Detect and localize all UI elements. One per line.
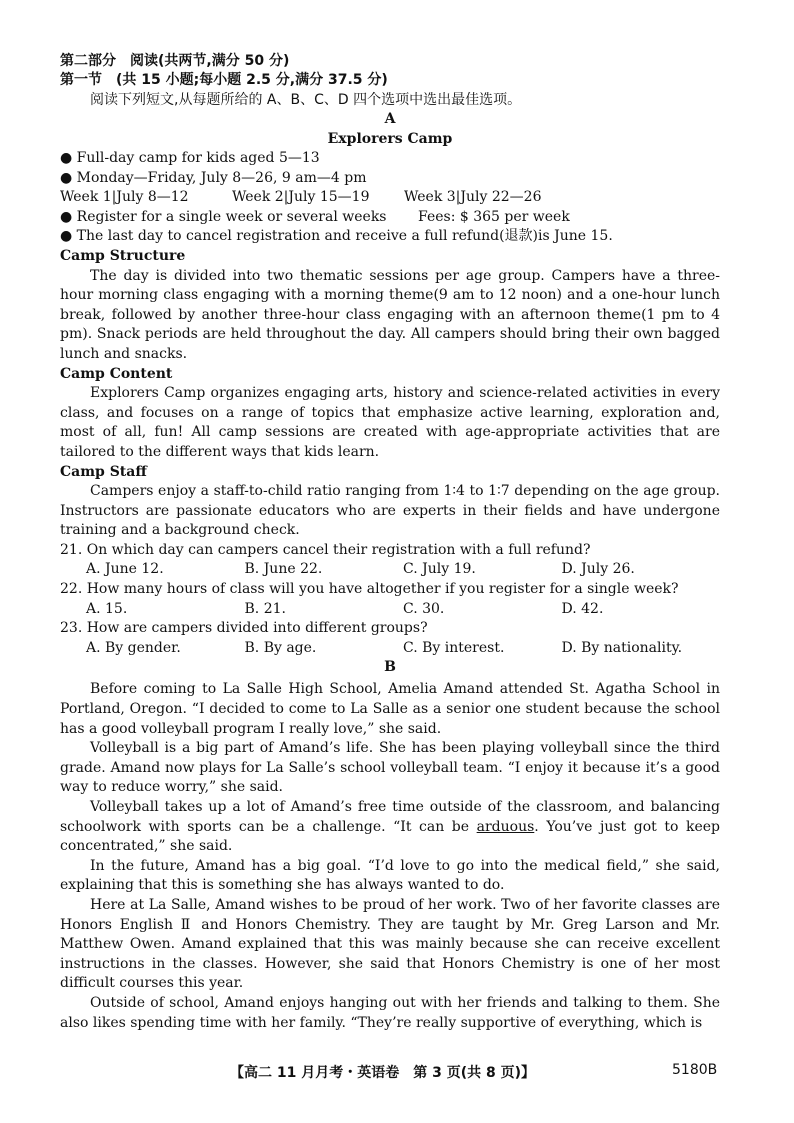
register-text: ● Register for a single week or several weeks: [60, 208, 418, 228]
underlined-word: arduous: [476, 818, 535, 835]
option-b: B. 21.: [244, 600, 286, 617]
passage-b-paragraph-5: Here at La Salle, Amand wishes to be proud of her work. Two of her favorite classes are Honors English Ⅱ and Honors Chemistry. They are taught by Mr. Greg Larson and Mr. Matthew Owen. Amand explained that this was mainly because she can receive excellent instructions in the classes. However, she said that Honors Chemistry is one of her most difficult courses this year.: [60, 896, 720, 992]
fees-text: Fees: $ 365 per week: [418, 208, 570, 225]
question-23-options: [60, 639, 720, 659]
question-21: 21. On which day can campers cancel their registration with a full refund?: [60, 541, 591, 558]
week-3: Week 3|July 22—26: [404, 189, 542, 206]
option-d: D. July 26.: [561, 561, 635, 578]
subsection-header: 第一节 (共 15 小题;每小题 2.5 分,满分 37.5 分): [60, 72, 388, 88]
weeks-row: [60, 188, 720, 208]
bullet-ages: ● Full-day camp for kids aged 5—13: [60, 149, 720, 169]
question-23: 23. How are campers divided into different groups?: [60, 620, 428, 637]
footer-page-info: 【高二 11 月月考・英语卷 第 3 页(共 8 页)】: [230, 1065, 536, 1081]
passage-b-paragraph-6: Outside of school, Amand enjoys hanging out with her friends and talking to them. She also likes spending time with her family. “They’re really supportive of everything, which is: [60, 994, 720, 1031]
passage-b-paragraph-1: Before coming to La Salle High School, Amelia Amand attended St. Agatha School in Portland, Oregon. “I decided to come to La Salle as a senior one student because the school has a good volleyball program I really love,” she said.: [60, 681, 720, 737]
register-row: [60, 208, 720, 228]
refund-line: ● The last day to cancel registration and receive a full refund(退款)is June 15.: [60, 227, 720, 247]
option-b: B. June 22.: [244, 561, 323, 578]
exam-page: [60, 52, 720, 1033]
p3-text-before: Volleyball takes up a lot of Amand’s free time outside of the classroom, and balancing schoolwork with sports can be a challenge. “It can be: [60, 799, 720, 835]
week-1: Week 1|July 8—12: [60, 189, 189, 206]
staff-heading: Camp Staff: [60, 463, 147, 480]
option-c: C. July 19.: [403, 561, 476, 578]
option-a: A. June 12.: [86, 561, 164, 578]
option-c: C. By interest.: [403, 639, 505, 656]
passage-b-paragraph-3: [60, 798, 720, 857]
footer-code: 5180B: [672, 1062, 718, 1078]
option-a: A. By gender.: [86, 639, 181, 656]
content-heading: Camp Content: [60, 365, 173, 382]
question-22-options: [60, 600, 720, 620]
bullet-dates: ● Monday—Friday, July 8—26, 9 am—4 pm: [60, 169, 720, 189]
section-header: 第二部分 阅读(共两节,满分 50 分): [60, 53, 290, 69]
structure-heading: Camp Structure: [60, 247, 186, 264]
option-c: C. 30.: [403, 600, 445, 617]
passage-b-paragraph-4: In the future, Amand has a big goal. “I’d love to go into the medical field,” she said, explaining that this is something she has always wanted to do.: [60, 857, 720, 894]
option-d: D. 42.: [561, 600, 604, 617]
option-a: A. 15.: [86, 600, 128, 617]
option-b: B. By age.: [244, 639, 317, 656]
structure-paragraph: The day is divided into two thematic sessions per age group. Campers have a three-hour morning class engaging with a morning theme(9 am to 12 noon) and a one-hour lunch break, followed by another three-hour class engaging with an afternoon theme(1 pm to 4 pm). Snack periods are held throughout the day. All campers should bring their own bagged lunch and snacks.: [60, 267, 720, 362]
option-d: D. By nationality.: [561, 639, 683, 656]
week-2: Week 2|July 15—19: [232, 189, 370, 206]
passage-b-paragraph-2: Volleyball is a big part of Amand’s life. She has been playing volleyball since the third grade. Amand now plays for La Salle’s school volleyball team. “I enjoy it because it’s a good way to reduce worry,” she said.: [60, 740, 720, 796]
question-21-options: [60, 560, 720, 580]
staff-paragraph: Campers enjoy a staff-to-child ratio ranging from 1∶4 to 1∶7 depending on the age group. Instructors are passionate educators who are experts in their fields and have undergone training and a background check.: [60, 483, 720, 539]
passage-b-letter: B: [384, 659, 396, 676]
instruction: 阅读下列短文,从每题所给的 A、B、C、D 四个选项中选出最佳选项。: [90, 92, 522, 108]
passage-a-title: Explorers Camp: [327, 131, 453, 147]
question-22: 22. How many hours of class will you have altogether if you register for a single week?: [60, 581, 679, 598]
passage-a-letter: A: [384, 111, 396, 127]
content-paragraph: Explorers Camp organizes engaging arts, history and science-related activities in every class, and focuses on a range of topics that emphasize active learning, exploration and, most of all, fun! All camp sessions are created with age-appropriate activities that are tailored to the different ways that kids learn.: [60, 385, 720, 460]
p3-text-after: . You’ve just got to keep concentrated,” she said.: [60, 818, 720, 855]
